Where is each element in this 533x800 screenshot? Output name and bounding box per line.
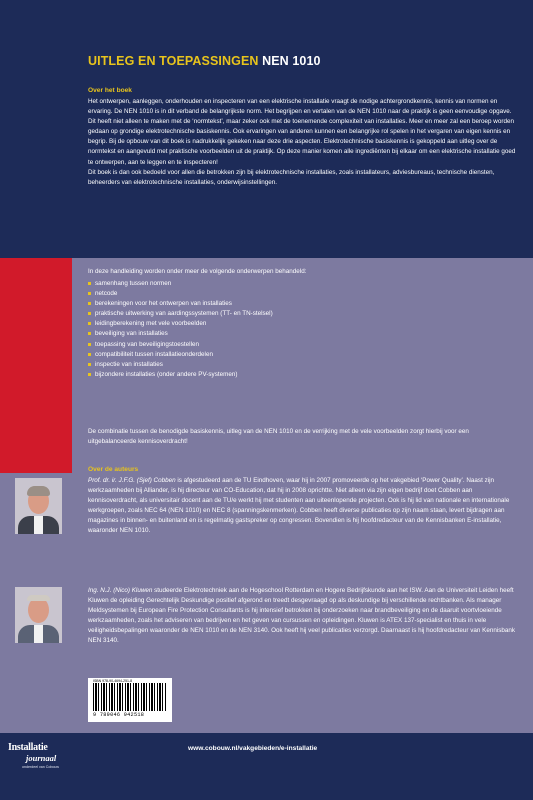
topic-item: beveiliging van installaties (88, 329, 273, 339)
author-name: Prof. dr. ir. J.F.G. (Sjef) Cobben (88, 477, 176, 484)
publisher-url[interactable]: www.cobouw.nl/vakgebieden/e-installatie (188, 745, 318, 752)
bullet-icon (88, 363, 91, 366)
topic-item: inspectie van installaties (88, 360, 273, 370)
bullet-icon (88, 312, 91, 315)
red-accent-stripe (0, 258, 72, 473)
bullet-icon (88, 282, 91, 285)
logo-line1: Installatie (8, 742, 48, 753)
bottom-panel (0, 733, 533, 800)
author-photo-cobben (15, 478, 62, 534)
about-book-heading: Over het boek (88, 87, 132, 94)
author-bio-text: studeerde Elektrotechniek aan de Hogeschool Rotterdam en Hogere Bedrijfskunde aan het ISW. Aan de Universiteit Leiden heeft Kluwen de opleiding Gerechtelijk Deskundige positief afgerond en treedt desgevraagd op als deskundige bij verschillende rechtbanken. Als manager Meldsystemen bij European Fire Protection Consultants is hij intensief betrokken bij onderzoeken naar brandbeveiliging en de daaruit voortvloeiende werkzaamheden, zoals het adviseren van bedrijven en het geven van cursussen en opleidingen. Kluwen is ATEX 137-specialist en thuis in vele veiligheidsbepalingen waaronder de NEN 1010 en de NEN 3140. Ook heeft hij veel publicaties verzorgd. Daarnaast is hij hoofdredacteur van Kennisbank NEN 3140. (88, 587, 516, 645)
topic-item: compatibiliteit tussen installatieonderdelen (88, 350, 273, 360)
topics-list (88, 279, 273, 380)
bullet-icon (88, 343, 91, 346)
about-book-paragraph: Dit boek is dan ook bedoeld voor allen die betrokken zijn bij elektrotechnische installaties, zoals installateurs, adviesbureaus, technische diensten, beheerders van elektrotechnische installaties, onderwijsinstellingen. (88, 168, 495, 186)
logo-line2: journaal (26, 753, 57, 763)
logo-line3: onderdeel van Cobouw (22, 765, 59, 769)
bullet-icon (88, 373, 91, 376)
topics-closing: De combinatie tussen de benodigde basiskennis, uitleg van de NEN 1010 en de verrijking met de vele voorbeelden zorgt hierbij voor een uitgebalanceerde kennisoverdracht! (88, 428, 469, 446)
barcode-digits: 9 789046 942518 (93, 712, 145, 718)
title-part1: UITLEG EN TOEPASSINGEN (88, 54, 259, 68)
isbn-label: ISBN 978-90-4694-251-8 (93, 679, 133, 683)
bullet-icon (88, 322, 91, 325)
authors-heading: Over de auteurs (88, 466, 139, 473)
barcode-bars (93, 683, 167, 711)
bullet-icon (88, 332, 91, 335)
topics-intro: In deze handleiding worden onder meer de volgende onderwerpen behandeld: (88, 268, 307, 275)
topic-item: praktische uitwerking van aardingssystemen (TT- en TN-stelsel) (88, 309, 273, 319)
about-book-paragraph: Het ontwerpen, aanleggen, onderhouden en inspecteren van een elektrische installatie vraagt de nodige achtergrondkennis, kennis van normen en ervaring. De NEN 1010 is in dit verband de belangrijkste norm. Het begrijpen en vertalen van de NEN 1010 naar de praktijk is geen eenvoudige opgave. Dit heeft niet alleen te maken met de ‘normtekst’, maar zeker ook met de toenemende complexiteit van installaties. Meer en meer zal een beroep worden gedaan op grondige elektrotechnische basiskennis. Ook ervaringen van anderen kunnen een belangrijke rol spelen in het vergaren van eigen kennis en begrip. Bij de opbouw van dit boek is nadrukkelijk gekeken naar deze drie aspecten. Elektrotechnische basiskennis is gekoppeld aan uitleg over de normtekst en aangevuld met praktische voorbeelden uit de praktijk. Op deze manier komen alle ingrediënten bij elkaar om een elektrische installatie goed te ontwerpen, aan te leggen en te inspecteren! (88, 98, 516, 166)
topic-item: bijzondere installaties (onder andere PV-systemen) (88, 370, 273, 380)
bullet-icon (88, 292, 91, 295)
title-part2: NEN 1010 (262, 54, 321, 68)
isbn-barcode (88, 678, 172, 722)
publisher-logo (8, 742, 78, 776)
author-photo-kluwen (15, 587, 62, 643)
author-bio-kluwen (88, 586, 520, 647)
topic-item: samenhang tussen normen (88, 279, 273, 289)
book-title (88, 54, 321, 68)
author-name: Ing. N.J. (Nico) Kluwen (88, 587, 153, 594)
bullet-icon (88, 353, 91, 356)
topic-item: berekeningen voor het ontwerpen van installaties (88, 299, 273, 309)
author-bio-cobben (88, 476, 520, 537)
topic-item: toepassing van beveiligingstoestellen (88, 340, 273, 350)
topic-item: netcode (88, 289, 273, 299)
topic-item: leidingberekening met vele voorbeelden (88, 319, 273, 329)
about-book-text (88, 97, 520, 188)
author-bio-text: is afgestudeerd aan de TU Eindhoven, waar hij in 2007 promoveerde op het vakgebied ‘Power Quality’. Naast zijn werkzaamheden bij Alliander, is hij directeur van CO-Education, dat hij in 2008 oprichtte. Niet alleen via zijn eigen bedrijf doet Cobben aan kennisoverdracht, als universitair docent aan de TU/e werkt hij met studenten aan uiteenlopende projecten. Ook is hij lid van nationale en internationale werkgroepen, zoals NEC 64 (NEN 1010) en NEC 8 (spanningskenmerken). Cobben heeft diverse publicaties op zijn naam staan, levert bijdragen aan magazines in binnen- en buitenland en is regelmatig gastspreker op congressen. Bovendien is hij hoofdredacteur van de Kennisbanken E-installatie, waaronder NEN 1010. (88, 477, 510, 535)
bullet-icon (88, 302, 91, 305)
